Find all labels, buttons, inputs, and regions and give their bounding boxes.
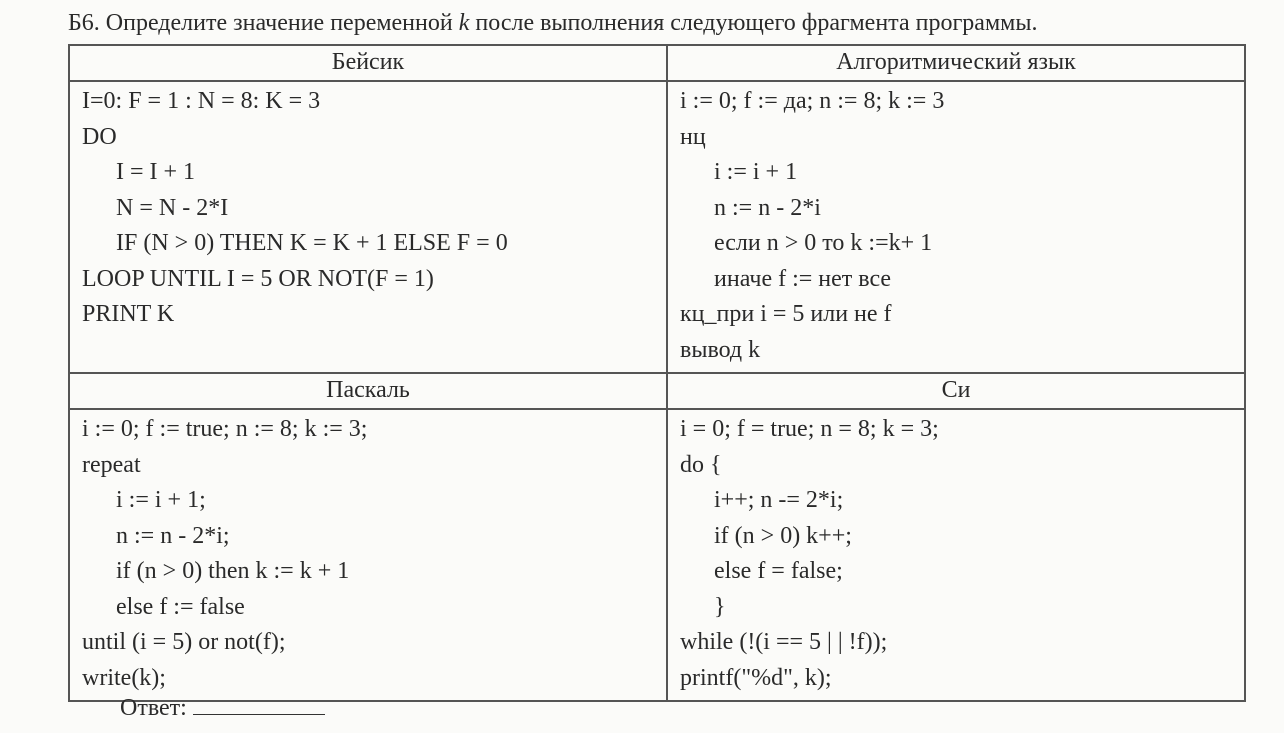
basic-code [69, 81, 667, 373]
code-line: кц_при i = 5 или не f [680, 301, 892, 327]
code-line: если n > 0 то k :=k+ 1 [714, 230, 933, 256]
code-line: write(k); [82, 664, 166, 691]
code-line: until (i = 5) or not(f); [82, 629, 286, 655]
header-c: Си [667, 373, 1245, 409]
question-after: после выполнения следующего фрагмента программы. [469, 10, 1038, 36]
code-line: while (!(i == 5 | | !f)); [680, 629, 888, 655]
c-code [667, 409, 1245, 701]
code-line: do { [680, 451, 722, 478]
code-line: n := n - 2*i; [116, 522, 230, 549]
code-line: IF (N > 0) THEN K = K + 1 ELSE F = 0 [116, 230, 508, 256]
code-line: DO [82, 123, 117, 150]
pascal-code [69, 409, 667, 701]
header-basic: Бейсик [69, 45, 667, 81]
code-line: } [714, 593, 726, 620]
code-line: i := 0; f := true; n := 8; k := 3; [82, 416, 368, 442]
code-line: n := n - 2*i [714, 194, 821, 221]
question-text [68, 8, 1037, 38]
code-line: if (n > 0) k++; [714, 522, 852, 549]
code-line: i := i + 1; [116, 487, 206, 513]
code-line: I=0: F = 1 : N = 8: K = 3 [82, 88, 321, 114]
algo-code [667, 81, 1245, 373]
header-pascal: Паскаль [69, 373, 667, 409]
answer-blank[interactable] [193, 690, 325, 715]
code-line: if (n > 0) then k := k + 1 [116, 558, 350, 584]
code-line: I = I + 1 [116, 159, 196, 185]
code-line: printf("%d", k); [680, 664, 832, 691]
code-line: repeat [82, 451, 141, 478]
code-line: вывод k [680, 336, 761, 363]
code-line: i := i + 1 [714, 159, 798, 185]
header-algo: Алгоритмический язык [667, 45, 1245, 81]
code-line: PRINT K [82, 301, 175, 327]
answer-row [120, 690, 325, 723]
code-line: i := 0; f := да; n := 8; k := 3 [680, 88, 945, 114]
code-line: i++; n -= 2*i; [714, 487, 844, 513]
code-line: else f := false [116, 593, 245, 620]
code-table [68, 44, 1246, 702]
code-line: нц [680, 123, 706, 150]
code-line: i = 0; f = true; n = 8; k = 3; [680, 416, 939, 442]
answer-label: Ответ: [120, 695, 187, 721]
code-line: N = N - 2*I [116, 194, 229, 221]
question-before: Б6. Определите значение переменной [68, 10, 459, 36]
code-line-empty [82, 333, 666, 369]
question-variable: k [458, 10, 470, 36]
code-line: else f = false; [714, 558, 843, 584]
code-line: иначе f := нет все [714, 265, 892, 292]
code-line: LOOP UNTIL I = 5 OR NOT(F = 1) [82, 265, 434, 292]
